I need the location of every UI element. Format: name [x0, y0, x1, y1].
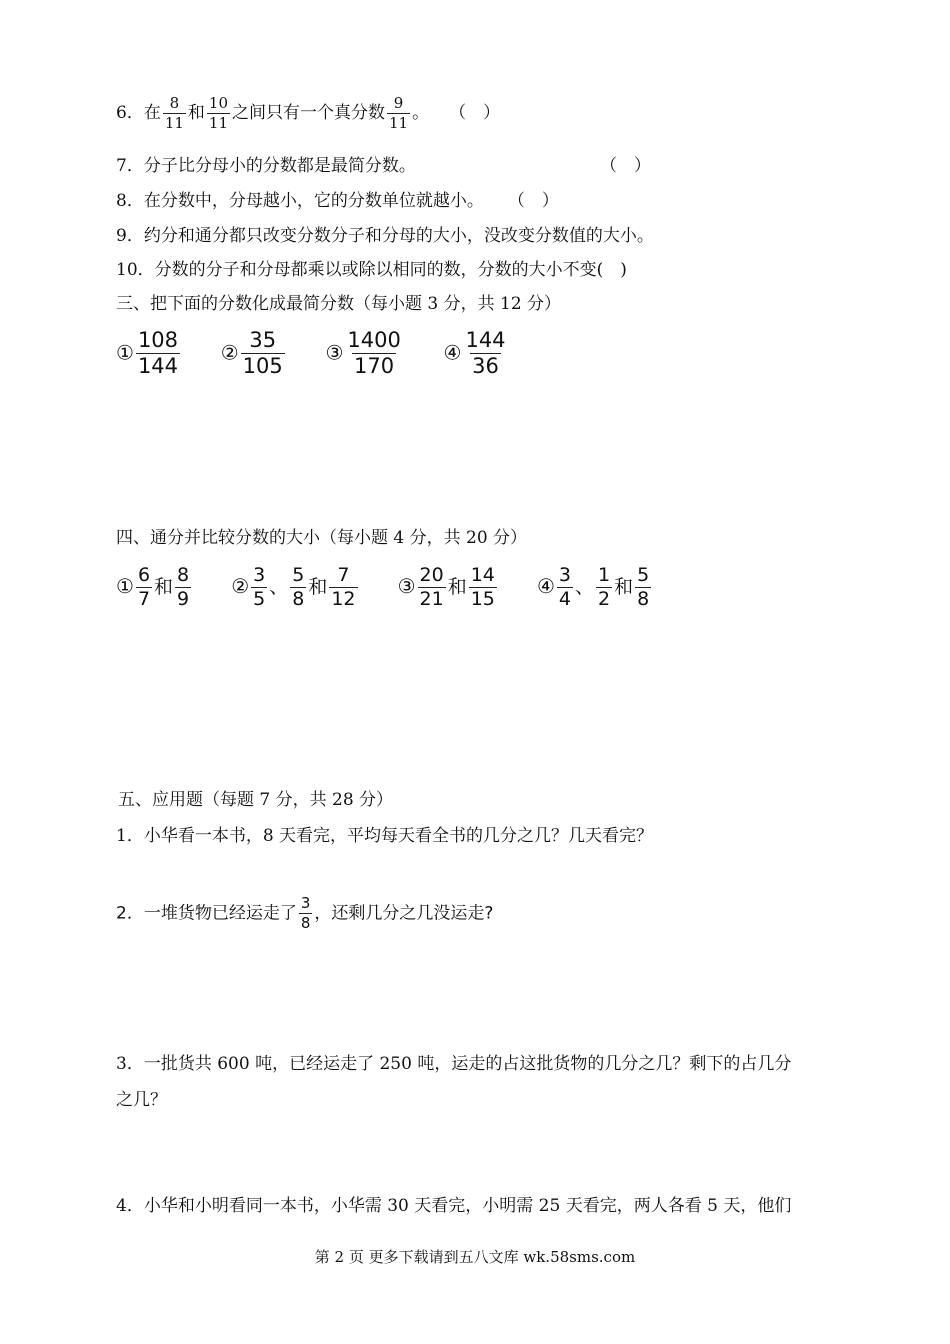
problem-item: ② $\frac{35}{105}$ [220, 328, 283, 378]
problem-item: ④ $\frac{144}{36}$ [443, 328, 506, 378]
answer-blank[interactable]: （ ） [507, 191, 559, 211]
fraction: $\frac{9}{11}$ [389, 94, 409, 132]
application-question-3: 3．一批货共 600 吨，已经运走了 250 吨，运走的占这批货物的几分之几？剩下的占几分 [116, 1054, 792, 1074]
section-3-items [116, 330, 542, 377]
problem-item: ③ $\frac{1400}{170}$ [325, 328, 401, 378]
application-question-1: 1．小华看一本书，8 天看完，平均每天看全书的几分之几？几天看完？ [116, 826, 654, 846]
question-8: 8．在分数中，分母越小，它的分数单位就越小。 （ ） [116, 191, 559, 211]
application-question-4: 4．小华和小明看同一本书，小华需 30 天看完，小明需 25 天看完，两人各看 5 天，他们 [116, 1196, 792, 1216]
section-3-title: 三、把下面的分数化成最简分数（每小题 3 分，共 12 分） [116, 294, 562, 314]
section-4-items [116, 566, 685, 609]
fraction: $\frac{8}{11}$ [164, 94, 184, 132]
answer-blank[interactable]: （ ） [600, 156, 651, 176]
answer-blank[interactable]: （ ） [449, 103, 501, 123]
fraction: $\frac{10}{11}$ [208, 94, 229, 132]
question-7: 7．分子比分母小的分数都是最简分数。 （ ） [116, 156, 651, 176]
application-question-2: 2．一堆货物已经运走了 $\frac{3}{8}$ ，还剩几分之几没运走? [116, 894, 494, 932]
application-question-3-cont: 之几？ [116, 1090, 167, 1110]
problem-item: ① $\frac{108}{144}$ [116, 328, 179, 378]
question-6: 6．在 $\frac{8}{11}$ 和 $\frac{10}{11}$ 之间只有一个真分数 $\frac{9}{11}$ 。 （ ） [116, 94, 501, 132]
problem-item: ② $\frac{3}{5}$ 、 $\frac{5}{8}$ 和 $\frac{7}{12}$ [231, 564, 356, 610]
section-4-title: 四、通分并比较分数的大小（每小题 4 分，共 20 分） [116, 528, 528, 548]
problem-item: ① $\frac{6}{7}$ 和 $\frac{8}{9}$ [116, 564, 190, 610]
question-10: 10．分数的分子和分母都乘以或除以相同的数，分数的大小不变( ) [116, 260, 627, 280]
problem-item: ③ $\frac{20}{21}$ 和 $\frac{14}{15}$ [397, 564, 495, 610]
fraction: $\frac{3}{8}$ [300, 894, 311, 932]
problem-item: ④ $\frac{3}{4}$ 、 $\frac{1}{2}$ 和 $\frac{5}{8}$ [536, 564, 650, 610]
section-5-title: 五、应用题（每题 7 分，共 28 分） [118, 790, 394, 810]
page-footer: 第 2 页 更多下载请到五八文库 wk.58sms.com [314, 1248, 636, 1266]
question-9: 9．约分和通分都只改变分数分子和分母的大小，没改变分数值的大小。 [116, 226, 654, 246]
